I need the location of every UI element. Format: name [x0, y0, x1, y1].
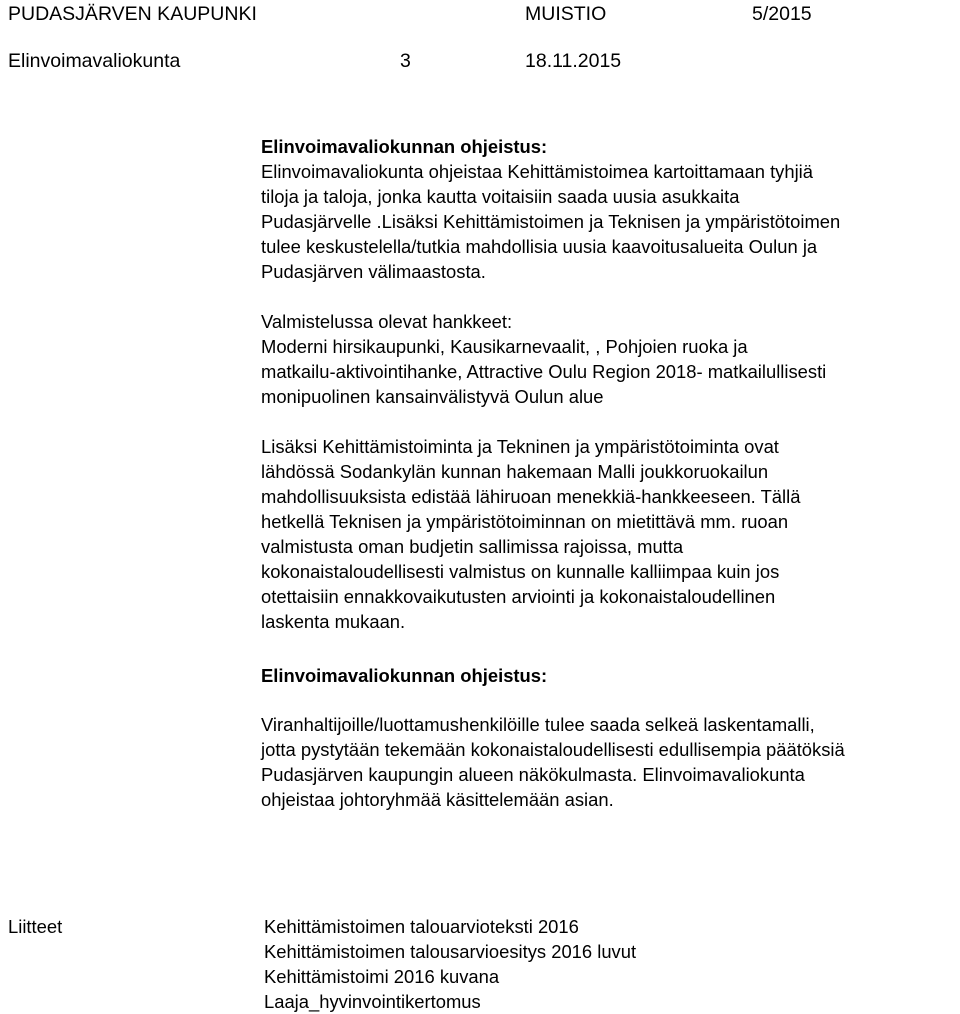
paragraph-line: Viranhaltijoille/luottamushenkilöille tulee saada selkeä laskentamalli, [261, 714, 815, 735]
section-heading: Elinvoimavaliokunnan ohjeistus: [261, 136, 548, 157]
attachment-item: Kehittämistoimen talouarvioteksti 2016 [264, 916, 579, 937]
paragraph-line: Pudasjärvelle .Lisäksi Kehittämistoimen ja Teknisen ja ympäristötoimen [261, 211, 841, 232]
paragraph-line: Valmistelussa olevat hankkeet: [261, 311, 513, 332]
paragraph-line: matkailu-aktivointihanke, Attractive Oulu Region 2018- matkailullisesti [261, 361, 827, 382]
paragraph-line: laskenta mukaan. [261, 611, 406, 632]
instruction-section-2-body [261, 712, 951, 812]
paragraph-line: Elinvoimavaliokunta ohjeistaa Kehittämistoimea kartoittamaan tyhjiä [261, 161, 813, 182]
document-type: MUISTIO [525, 3, 607, 25]
instruction-section-1 [261, 134, 951, 284]
attachments-label: Liitteet [8, 916, 63, 937]
paragraph-line: jotta pystytään tekemään kokonaistaloudellisesti edullisempia päätöksiä [261, 739, 845, 760]
paragraph-line: monipuolinen kansainvälistyvä Oulun alue [261, 386, 604, 407]
paragraph-line: tiloja ja taloja, jonka kautta voitaisiin saada uusia asukkaita [261, 186, 740, 207]
attachments-list [264, 914, 636, 1014]
paragraph-line: kokonaistaloudellisesti valmistus on kunnalle kalliimpaa kuin jos [261, 561, 780, 582]
paragraph-line: valmistusta oman budjetin sallimissa rajoissa, mutta [261, 536, 684, 557]
attachment-item: Kehittämistoimen talousarvioesitys 2016 luvut [264, 941, 637, 962]
organization-name: PUDASJÄRVEN KAUPUNKI [8, 3, 257, 25]
projects-section [261, 309, 951, 409]
cooperation-section [261, 434, 951, 634]
paragraph-line: tulee keskustelella/tutkia mahdollisia uusia kaavoitusalueita Oulun ja [261, 236, 818, 257]
document-number: 5/2015 [752, 3, 812, 25]
paragraph-line: ohjeistaa johtoryhmää käsittelemään asian. [261, 789, 614, 810]
instruction-section-2 [261, 663, 951, 688]
paragraph-line: hetkellä Teknisen ja ympäristötoiminnan on mietittävä mm. ruoan [261, 511, 789, 532]
paragraph-line: otettaisiin ennakkovaikutusten arviointi ja kokonaistaloudellinen [261, 586, 776, 607]
page-number: 3 [400, 50, 411, 72]
attachment-item: Kehittämistoimi 2016 kuvana [264, 966, 500, 987]
paragraph-line: Lisäksi Kehittämistoiminta ja Tekninen ja ympäristötoiminta ovat [261, 436, 779, 457]
paragraph-line: Moderni hirsikaupunki, Kausikarnevaalit, , Pohjoien ruoka ja [261, 336, 748, 357]
paragraph-line: Pudasjärven kaupungin alueen näkökulmasta. Elinvoimavaliokunta [261, 764, 805, 785]
attachment-item: Laaja_hyvinvointikertomus [264, 991, 481, 1012]
paragraph-line: mahdollisuuksista edistää lähiruoan menekkiä-hankkeeseen. Tällä [261, 486, 801, 507]
paragraph-line: lähdössä Sodankylän kunnan hakemaan Malli joukkoruokailun [261, 461, 769, 482]
meeting-date: 18.11.2015 [525, 50, 622, 72]
paragraph-line: Pudasjärven välimaastosta. [261, 261, 486, 282]
committee-name: Elinvoimavaliokunta [8, 50, 181, 72]
section-heading: Elinvoimavaliokunnan ohjeistus: [261, 665, 548, 686]
